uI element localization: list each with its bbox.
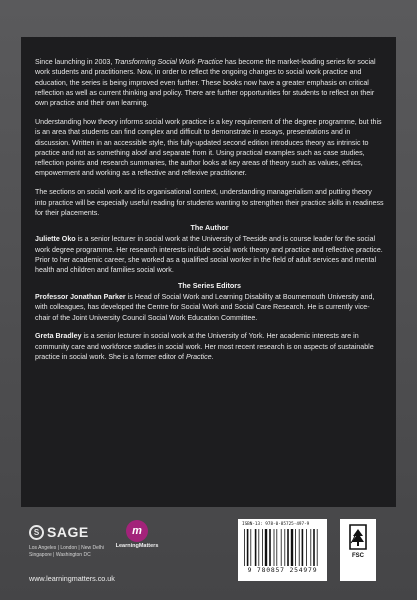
- barcode-bar: [255, 529, 257, 566]
- learning-matters-wordmark: LearningMatters: [115, 543, 159, 549]
- editor-name-2: Greta Bradley: [35, 332, 82, 341]
- barcode-bar: [262, 529, 263, 566]
- barcode-bar: [244, 529, 245, 566]
- barcode-bar: [306, 529, 307, 566]
- barcode-bar: [258, 529, 259, 566]
- barcode-bar: [291, 529, 293, 566]
- fsc-tree-icon: [346, 523, 370, 551]
- blurb-paragraph-1: Since launching in 2003, Transforming Social Work Practice has become the market-leading series for social work students and practitioners. Now, in order to reflect the ongoing changes to social work practice and education, the series is being improved even further. These books now have a greater emphasis on critical reflection as well as current thinking and policy. There are further opportunities for students to reflect on their own practice and their own learning.: [35, 58, 376, 108]
- barcode-bar: [284, 529, 285, 566]
- blurb-paragraph-2: Understanding how theory informs social work practice is a key requirement of the degree programme, but this is an area that students can find complex and difficult to demonstrate in essays, presentations and in discussion. Written in an accessible style, this fully-updated second edition introduces theory as intrinsic to practice and not as something aloof and separate from it. Using practical examples such as case studies, reflection points and research summaries, the author looks at key areas of theory such as values, ethics, empowerment and working as a reflective and reflexive practitioner.: [35, 117, 382, 178]
- sage-logo: [29, 524, 89, 540]
- author-bio: Juliette Oko is a senior lecturer in social work at the University of Teeside and is course leader for the social work degree programme. Her research interests include social work theory and practice and reflective practice. Prior to her academic career, she worked as a qualified social worker in the field of adult services and mental health and children and families social work.: [35, 235, 383, 275]
- barcode-bar: [287, 529, 289, 566]
- editors-heading: The Series Editors: [177, 280, 242, 290]
- fsc-label: FSC: [352, 553, 364, 559]
- isbn-label: ISBN-13: 978-0-85725-497-9: [242, 522, 310, 527]
- sage-mark-icon: S: [29, 525, 44, 540]
- barcode-bar: [250, 529, 251, 566]
- editor-name-1: Professor Jonathan Parker: [35, 292, 126, 301]
- author-heading: The Author: [190, 223, 229, 233]
- barcode-bar: [302, 529, 304, 566]
- barcode: [238, 519, 327, 581]
- learning-matters-logo: [113, 520, 161, 549]
- sage-wordmark: SAGE: [47, 524, 89, 540]
- barcode-bar: [299, 529, 300, 566]
- barcode-bar: [274, 529, 275, 566]
- editor-bio-1: Professor Jonathan Parker is Head of Social Work and Learning Disability at Bournemouth University and, with colleagues, has developed the Centre for Social Work and Social Care Research. He is currently vice-chair of the Joint University Council Social Work Education Committee.: [35, 292, 375, 322]
- barcode-number: 9 780857 254979: [247, 566, 318, 574]
- barcode-bar: [269, 529, 271, 566]
- barcode-bar: [247, 529, 249, 566]
- barcode-bar: [265, 529, 267, 566]
- barcode-bar: [295, 529, 296, 566]
- barcode-bars: [242, 529, 323, 566]
- text-panel: [21, 37, 396, 507]
- barcode-bar: [281, 529, 282, 566]
- editor-bio-2: Greta Bradley is a senior lecturer in social work at the University of York. Her academic interests are in community care and workforce studies in social work. Her most recent research is on aspects of sustainable practice in social work. She is a former editor of Practice.: [35, 332, 374, 361]
- author-name: Juliette Oko: [35, 235, 76, 244]
- blurb-paragraph-3: The sections on social work and its organisational context, understanding managerialism and putting theory into practice will be especially useful reading for students wanting to strengthen their practice skills in readiness for their placements.: [35, 188, 384, 217]
- series-title: Transforming Social Work Practice: [114, 58, 223, 66]
- journal-title: Practice: [186, 352, 212, 361]
- fsc-logo: [340, 519, 376, 581]
- barcode-bar: [313, 529, 315, 566]
- barcode-bar: [317, 529, 318, 566]
- barcode-bar: [310, 529, 311, 566]
- publisher-url: www.learningmatters.co.uk: [29, 574, 115, 583]
- sage-cities: Los Angeles | London | New Delhi Singapore | Washington DC: [29, 545, 104, 558]
- learning-matters-mark-icon: m: [126, 520, 148, 542]
- barcode-bar: [276, 529, 277, 566]
